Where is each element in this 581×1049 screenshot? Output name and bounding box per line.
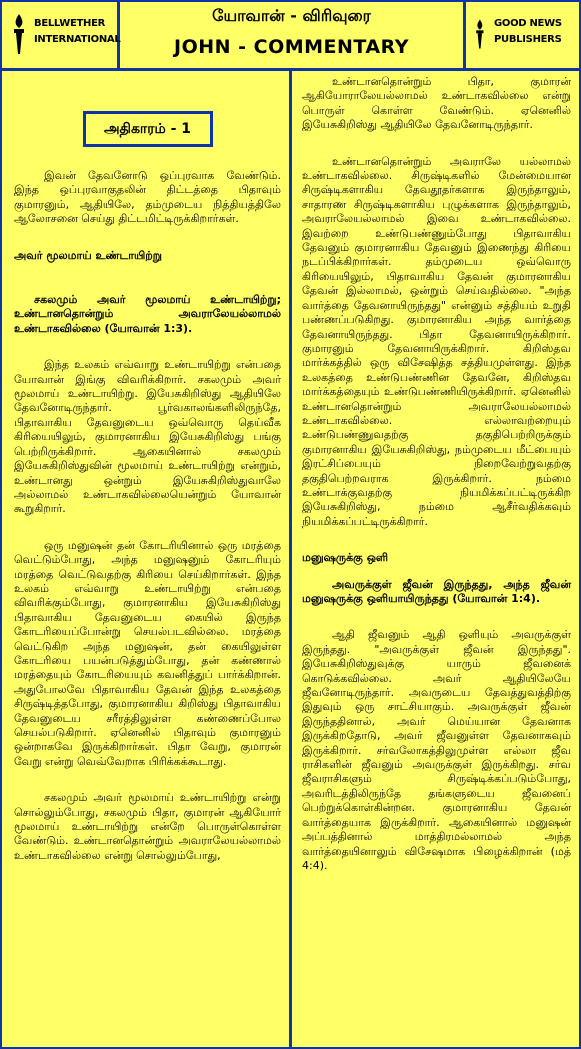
good-news-logo (474, 8, 574, 62)
paragraph: உண்டானதொன்றும் பிதா, குமாரன் ஆகியோராலேயல்லாமல் உண்டாகவில்லை என்று பொருள் கொள்ள வேண்டும். ஏனெனில் இயேசுகிறிஸ்து ஆதியிலே தேவனோடிருந்தார். (302, 75, 571, 132)
torch-icon (474, 12, 490, 56)
paragraph: இந்த உலகம் எவ்வாறு உண்டாயிற்று என்பதை யோவான் இங்கு விவரிக்கிறார். சகலமும் அவர் மூலமாய் உண்டாயிற்று. இயேசுகிறிஸ்து ஆதியிலே தேவனோடிருந்தார். பூர்வகாலங்களிலிருந்தே, பிதாவாகிய தேவனுடைய ஒவ்வொரு தெய்வீக கிரியையிலும், குமாரனாகிய இயேசுகிறிஸ்து பங்கு பெற்றிருக்கிறார். ஆகையினால் சகலமும் இயேசுகிறிஸ்துவின் மூலமாய் உண்டாயிற்று என்றும், உண்டானது ஒன்றும் இயேசுகிறிஸ்துவாலே அல்லாமல் உண்டாகவில்லையென்றும் யோவான் கூறுகிறார். (14, 358, 281, 516)
torch-icon (8, 12, 30, 56)
paragraph: உண்டானதொன்றும் அவராலே யல்லாமல் உண்டாகவில்லை. சிருஷ்டிகளில் மேன்மையான சிருஷ்டிகளாகிய தேவதூதர்களாக இருந்தாலும், சாதாரண சிருஷ்டிகளாகிய புழுக்களாக இருந்தாலும், அவராலேயல்லாமல் இவை உண்டாகவில்லை. இவற்றை உண்டுபண்ணும்போது பிதாவாகிய தேவனும் குமாரனாகிய தேவனும் இணைந்து கிரியை நடப்பிக்கிறார்கள். தம்முடைய ஒவ்வொரு கிரியையிலும், பிதாவாகிய தேவன் குமாரனாகிய தேவன் இல்லாமல், ஒன்றும் செய்வதில்லை. "அந்த வார்த்தை தேவனாயிருந்தது" என்னும் சத்தியம் உறுதி பண்ணப்படுகிறது. குமாரனாகிய அந்த வார்த்தை தேவனாயிருந்தது. பிதா தேவனாயிருக்கிறார். குமாரனும் தேவனாயிருக்கிறார். கிறிஸ்தவ மார்க்கத்தில் ஒரு விசேஷித்த சத்தியமுள்ளது. இந்த உலகத்தை உண்டுபண்ணின தேவனே, கிறிஸ்தவ மார்க்கத்தையும் உண்டுபண்ணியிருக்கிறார். ஏனெனில் உண்டானதொன்றும் அவராலேயல்லாமல் உண்டாகவில்லை. எல்லாவற்றையும் உண்டுபண்ணுவதற்கு தகுதிபெற்றிருக்கும் குமாரனாகிய இயேசுகிறிஸ்து, நம்முடைய மீட்பையும் இரட்சிப்பையும் நிறைவேற்றுவதற்கு தகுதிபெற்றவராக இருக்கிறார். நம்மை உண்டாக்குவதற்கு நியமிக்கப்பட்டிருக்கிற இயேசுகிறிஸ்து, நம்மை ஆசீர்வதிக்கவும் நியமிக்கப்பட்டிருக்கிறார். (302, 154, 571, 528)
paragraph: ஆதி ஜீவனும் ஆதி ஒளியும் அவருக்குள் இருந்தது. "அவருக்குள் ஜீவன் இருந்தது". இயேசுகிறிஸ்துவுக்கு யாரும் ஜீவனைக் கொடுக்கவில்லை. அவர் ஆதியிலேயே ஜீவனோடிருந்தார். அவருடைய தேவத்துவத்திற்கு இதுவும் ஒரு சாட்சியாகும். அவருக்குள் ஜீவன் இருந்ததினால், அவர் மெய்யான தேவனாக இருக்கிறதோடு, அவர் ஜீவனுள்ள தேவனாகவும் இருக்கிறார். சர்வலோகத்திலுமுள்ள எல்லா ஜீவ ராசிகளின் ஜீவனும் அவருக்குள் இருக்கிறது. சர்வ ஜீவராசிகளும் சிருஷ்டிக்கப்படும்போது, அவரிடத்திலிருந்தே தங்களுடைய ஜீவனைப் பெற்றுக்கொள்கின்றன. குமாரனாகிய தேவன் வார்த்தையாக இருக்கிறார். ஆகையினால் மனுஷன் அப்பத்தினால் மாத்திரமல்லாமல் அந்த வார்த்தையினாலும் விசேஷமாக பிழைக்கிறான் (மத் 4:4). (302, 628, 571, 872)
title-tamil: யோவான் - விரிவுரை (212, 6, 371, 25)
right-logo-text: GOOD NEWS PUBLISHERS (494, 18, 562, 45)
bellwether-logo (8, 8, 121, 62)
title-english: JOHN - COMMENTARY (174, 36, 409, 58)
left-logo-box (2, 2, 120, 68)
left-column (2, 71, 292, 1047)
section-heading: அவர் மூலமாய் உண்டாயிற்று (14, 248, 162, 262)
paragraph: சகலமும் அவர் மூலமாய் உண்டாயிற்று என்று சொல்லும்போது, சகலமும் பிதா, குமாரன் ஆகியோர் மூலமாய் உண்டாயிற்று என்றே பொருள்கொள்ள வேண்டும். உண்டானதொன்றும் அவராலேயல்லாமல் உண்டாகவில்லை என்று சொல்லும்போது, (14, 791, 281, 862)
right-logo-box (466, 2, 579, 68)
section-heading: மனுஷருக்கு ஒளி (302, 551, 389, 565)
paragraph: ஒரு மனுஷன் தன் கோடரியினால் ஒரு மரத்தை வெட்டும்போது, அந்த மனுஷனும் கோடரியும் மரத்தை வெட்டுவதற்கு கிரியை செய்கிறார்கள். இந்த உலகம் எவ்வாறு உண்டாயிற்று என்பதை விவரிக்கும்போது, குமாரனாகிய இயேசுகிறிஸ்து பிதாவாகிய தேவனுடைய கையில் இருந்த கோடரியைப்போன்று செயல்படவில்லை. மரத்தை வெட்டுகிற அந்த மனுஷன், தன் கையிலுள்ள கோடரியை பயன்படுத்தும்போது, தன் கண்ணால் மரத்தையும் கோடரியையும் கவனித்துப் பார்க்கிறான். அதுபோலவே பிதாவாகிய தேவன் இந்த உலகத்தை சிருஷ்டித்தபோது, குமாரனாகிய கிறிஸ்து பிதாவாகிய தேவனுடைய சரீரத்திலுள்ள கண்ணைப்போல செயல்படுகிறார். ஏனெனில் பிதாவும் குமாரனும் ஒன்றாகவே இருக்கிறார்கள். பிதா வேறு, குமாரன் வேறு என்று வெவ்வேறாக பிரிக்கக்கூடாது. (14, 538, 281, 768)
left-logo-text: BELLWETHER INTERNATIONAL (34, 18, 121, 45)
right-column (292, 71, 579, 1047)
paragraph: இவன் தேவனோடு ஒப்புரவாக வேண்டும். இந்த ஒப்புரவாகுதலின் திட்டத்தை பிதாவும் குமாரனும், ஆதியிலே, தம்முடைய நித்தியத்திலே ஆலோசனை செய்து திட்டமிட்டிருக்கிறார்கள். (14, 169, 281, 226)
verse-quote: அவருக்குள் ஜீவன் இருந்தது, அந்த ஜீவன் மனுஷருக்கு ஒளியாயிருந்தது (யோவான் 1:4). (302, 577, 571, 605)
verse-quote: சகலமும் அவர் மூலமாய் உண்டாயிற்று; உண்டானதொன்றும் அவராலேயல்லாமல் உண்டாகவில்லை (யோவான் 1:3). (14, 293, 281, 335)
chapter-heading: அதிகாரம் - 1 (83, 111, 213, 147)
header (2, 2, 579, 71)
title-box (120, 2, 466, 68)
